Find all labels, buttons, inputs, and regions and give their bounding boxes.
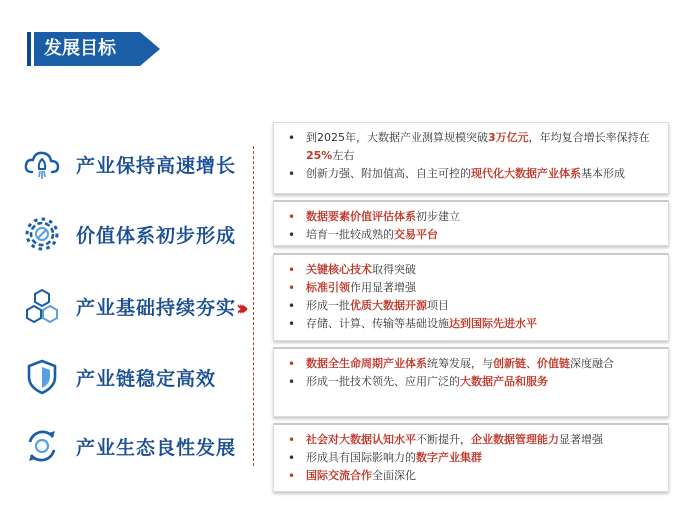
cloud-rocket-icon — [20, 142, 64, 186]
detail-item: • 数据全生命周期产业体系统筹发展，与创新链、价值链深度融合 — [286, 355, 658, 373]
goal-label-5: 产业生态良性发展 — [76, 436, 237, 459]
triple-chevron-icon: ››› — [236, 296, 243, 320]
goal-label-3: 产业基础持续夯实 — [76, 296, 237, 319]
goal-item-2 — [20, 212, 236, 256]
goal-item-5 — [20, 424, 236, 468]
detail-item: • 形成具有国际影响力的数字产业集群 — [286, 449, 658, 467]
goal-item-3 — [20, 284, 236, 328]
goal-detail-box-3 — [273, 253, 669, 341]
section-title-tag — [27, 32, 160, 66]
goal-detail-box-5 — [273, 423, 669, 492]
detail-item: • 培育一批较成熟的交易平台 — [286, 226, 658, 244]
title-arrow-shape — [140, 32, 160, 66]
title-accent-bar — [27, 32, 31, 66]
detail-item: • 数据要素价值评估体系初步建立 — [286, 208, 658, 226]
cycle-icon — [20, 424, 64, 468]
detail-item: • 标准引领作用显著增强 — [286, 279, 658, 297]
detail-item: • 关键核心技术取得突破 — [286, 261, 658, 279]
goal-item-4 — [20, 355, 216, 399]
detail-item: • 社会对大数据认知水平不断提升，企业数据管理能力显著增强 — [286, 431, 658, 449]
gear-icon — [20, 212, 64, 256]
detail-item: • 存储、计算、传输等基础设施达到国际先进水平 — [286, 315, 658, 333]
detail-item: • 形成一批技术领先、应用广泛的大数据产品和服务 — [286, 373, 658, 391]
goal-detail-box-4 — [273, 347, 669, 417]
dashed-divider — [253, 146, 254, 466]
goal-detail-box-1 — [273, 122, 669, 194]
shield-icon — [20, 355, 64, 399]
goal-label-4: 产业链稳定高效 — [76, 367, 217, 390]
detail-item: • 到2025年，大数据产业测算规模突破3万亿元，年均复合增长率保持在25%左右 — [286, 129, 658, 165]
goal-label-2: 价值体系初步形成 — [76, 224, 237, 247]
detail-item: • 创新力强、附加值高、自主可控的现代化大数据产业体系基本形成 — [286, 165, 658, 183]
page-title: 发展目标 — [34, 32, 140, 66]
goal-label-1: 产业保持高速增长 — [76, 154, 237, 177]
goal-detail-box-2 — [273, 200, 669, 246]
detail-item: • 形成一批优质大数据开源项目 — [286, 297, 658, 315]
goal-item-1 — [20, 142, 236, 186]
cubes-icon — [20, 284, 64, 328]
detail-item: • 国际交流合作全面深化 — [286, 467, 658, 485]
